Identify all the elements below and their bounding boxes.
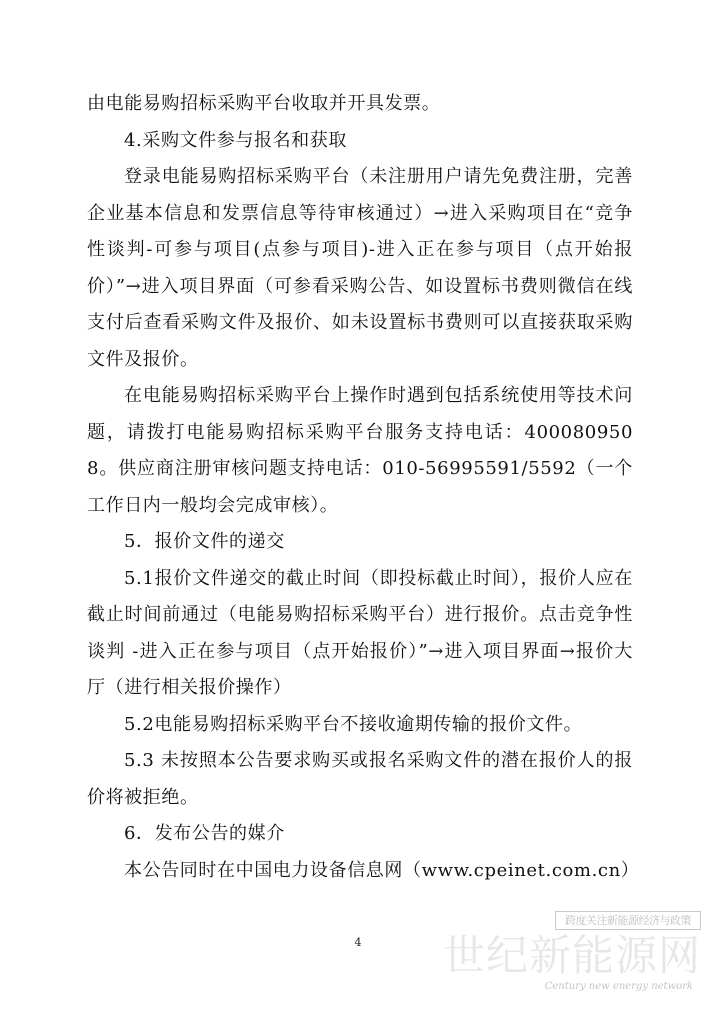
heading-4-registration: 4.采购文件参与报名和获取: [124, 129, 347, 151]
paragraph-5-1: 5.1报价文件递交的截止时间（即投标截止时间），报价人应在截止时间前通过（电能易购招标采购平台）进行报价。点击竞争性谈判 -进入正在参与项目（点开始报价）”→进入项目界面→报价大厅（进行相关报价操作）: [87, 567, 633, 698]
heading-5-submission: 5．报价文件的递交: [124, 531, 285, 552]
paragraph-login-steps: 登录电能易购招标采购平台（未注册用户请先免费注册，完善企业基本信息和发票信息等待审核通过）→进入采购项目在“竞争性谈判-可参与项目(点参与项目)-进入正在参与项目（点开始报价）”→进入项目界面（可参看采购公告、如设置标书费则微信在线支付后查看采购文件及报价、如未设置标书费则可以直接获取采购文件及报价。: [87, 166, 633, 370]
watermark-slogan: 跨度关注新能源经济与政策: [555, 911, 701, 930]
document-body: [87, 86, 640, 889]
paragraph-media-site: 本公告同时在中国电力设备信息网（www.cpeinet.com.cn）: [124, 859, 640, 881]
paragraph-5-2: 5.2电能易购招标采购平台不接收逾期传输的报价文件。: [124, 713, 583, 735]
paragraph-support-phone: 在电能易购招标采购平台上操作时遇到包括系统使用等技术问题，请拨打电能易购招标采购平台服务支持电话：4000809508。供应商注册审核问题支持电话：010-56995591/5592（一个工作日内一般均会完成审核）。: [87, 385, 633, 516]
watermark-english: Century new energy network: [544, 981, 693, 992]
watermark-logo: 世纪新能源网: [442, 931, 701, 980]
paragraph-5-3: 5.3 未按照本公告要求购买或报名采购文件的潜在报价人的报价将被拒绝。: [87, 750, 633, 808]
page-number: 4: [354, 936, 362, 949]
heading-6-media: 6．发布公告的媒介: [124, 823, 285, 844]
watermark: [442, 911, 701, 999]
paragraph-invoice: 由电能易购招标采购平台收取并开具发票。: [87, 93, 441, 114]
